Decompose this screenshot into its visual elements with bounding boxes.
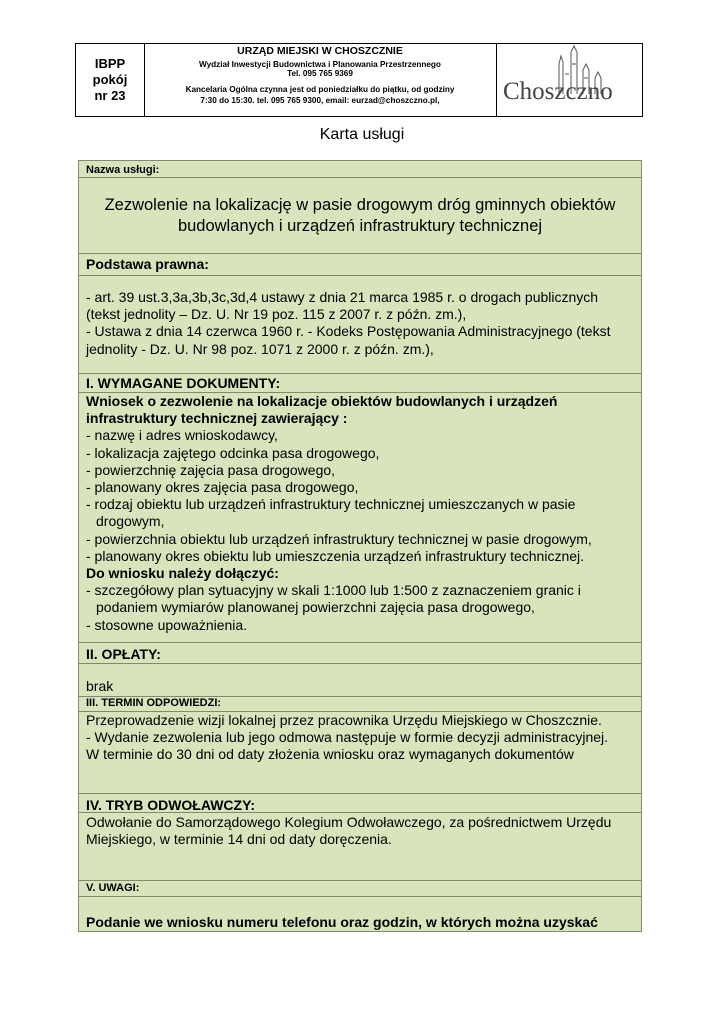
response-time-text xyxy=(79,712,641,764)
office-hours-line: 7:30 do 15:30. tel. 095 765 9300, email: eurzad@choszczno.pl, xyxy=(200,96,440,105)
office-hours-line: Kancelaria Ogólna czynna jest od poniedziałku do piątku, od godziny xyxy=(185,85,455,94)
appeal-line: Miejskiego, w terminie 14 dni od daty doręczenia. xyxy=(86,831,392,848)
legal-basis-label: Podstawa prawna: xyxy=(86,256,209,272)
legal-basis-line: - art. 39 ust.3,3a,3b,3c,3d,4 ustawy z dnia 21 marca 1985 r. o drogach publicznych xyxy=(86,289,599,305)
notes-text: Podanie we wniosku numeru telefonu oraz godzin, w których można uzyskać xyxy=(86,914,598,930)
notes-label: V. UWAGI: xyxy=(86,882,140,894)
office-hours xyxy=(144,84,496,106)
appeal-box xyxy=(79,813,641,881)
city-logo xyxy=(497,44,643,116)
service-name-line: budowlanych i urządzeń infrastruktury technicznej xyxy=(177,217,543,235)
fees-label: II. OPŁATY: xyxy=(86,646,161,662)
service-name-header xyxy=(79,161,641,178)
required-documents-label: I. WYMAGANE DOKUMENTY: xyxy=(86,375,281,391)
room-line: nr 23 xyxy=(94,88,126,103)
response-time-header xyxy=(79,697,641,712)
attachment-item: podaniem wymiarów planowanej powierzchni zajęcia pasa drogowego, xyxy=(96,599,535,616)
required-documents-text xyxy=(79,393,641,634)
document-item: - planowany okres zajęcia pasa drogowego, xyxy=(86,479,359,496)
department-name: Wydział Inwestycji Budownictwa i Planowania Przestrzennego xyxy=(199,60,441,69)
document-item: drogowym, xyxy=(96,513,165,530)
logo-text: Choszczno xyxy=(503,78,613,105)
appeal-label: IV. TRYB ODWOŁAWCZY: xyxy=(86,797,256,813)
service-name-box xyxy=(79,178,641,254)
response-time-line: W terminie do 30 dni od daty złożenia wniosku oraz wymaganych dokumentów xyxy=(86,746,574,763)
required-documents-header xyxy=(79,374,641,393)
response-time-label: III. TERMIN ODPOWIEDZI: xyxy=(86,697,222,709)
legal-basis-line: (tekst jednolity – Dz. U. Nr 19 poz. 115 z 2007 r. z późn. zm.), xyxy=(86,306,467,323)
service-name-label: Nazwa usługi: xyxy=(86,164,160,176)
response-time-box xyxy=(79,712,641,794)
documents-intro: Wniosek o zezwolenie na lokalizacje obiektów budowlanych i urządzeń xyxy=(86,393,558,409)
legal-basis-box xyxy=(79,276,641,374)
fees-header xyxy=(79,643,641,664)
document-item: - powierzchnię zajęcia pasa drogowego, xyxy=(86,461,336,478)
response-time-line: - Wydanie zezwolenia lub jego odmowa następuje w formie decyzji administracyjnej. xyxy=(86,729,609,746)
room-line: IBPP xyxy=(94,56,126,71)
attachment-item: - szczegółowy plan sytuacyjny w skali 1:1000 lub 1:500 z zaznaczeniem granic i xyxy=(86,582,581,599)
service-name-line: Zezwolenie na lokalizację w pasie drogowym dróg gminnych obiektów xyxy=(104,196,616,214)
response-time-line: Przeprowadzenie wizji lokalnej przez pracownika Urzędu Miejskiego w Choszcznie. xyxy=(86,712,602,728)
attachment-item: - stosowne upoważnienia. xyxy=(86,616,248,633)
fees-box xyxy=(79,664,641,697)
appeal-header xyxy=(79,794,641,813)
service-name xyxy=(79,178,641,237)
office-info xyxy=(144,44,497,116)
legal-basis-text xyxy=(79,276,641,358)
document-item: - powierzchnia obiektu lub urządzeń infrastruktury technicznej w pasie drogowym, xyxy=(86,530,592,547)
document-item: - rodzaj obiektu lub urządzeń infrastruktury technicznej umieszczanych w pasie xyxy=(86,496,576,513)
legal-basis-header xyxy=(79,254,641,276)
document-header xyxy=(75,43,643,117)
required-documents-box xyxy=(79,393,641,643)
legal-basis-line: - Ustawa z dnia 14 czerwca 1960 r. - Kodeks Postępowania Administracyjnego (tekst xyxy=(86,323,611,340)
page-title: Karta usługi xyxy=(319,126,405,143)
document-item: - lokalizacja zajętego odcinka pasa drogowego, xyxy=(86,444,380,461)
documents-intro: infrastruktury technicznej zawierający : xyxy=(86,410,348,427)
service-card xyxy=(78,160,642,932)
notes-header xyxy=(79,881,641,897)
document-item: - nazwę i adres wnioskodawcy, xyxy=(86,427,278,444)
notes-box xyxy=(79,897,641,931)
appeal-text xyxy=(79,813,641,848)
attachments-label: Do wniosku należy dołączyć: xyxy=(86,565,279,582)
room-info xyxy=(76,44,145,116)
office-name: URZĄD MIEJSKI W CHOSZCZNIE xyxy=(237,45,403,57)
appeal-line: Odwołanie do Samorządowego Kolegium Odwoławczego, za pośrednictwem Urzędu xyxy=(86,814,612,830)
room-line: pokój xyxy=(92,72,128,87)
fees-value: brak xyxy=(86,678,114,694)
legal-basis-line: jednolity - Dz. U. Nr 98 poz. 1071 z 2000 r. z późn. zm.), xyxy=(86,340,434,357)
office-phone: Tel. 095 765 9369 xyxy=(287,69,353,78)
document-item: - planowany okres obiektu lub umieszczenia urządzeń infrastruktury technicznej. xyxy=(86,547,585,564)
